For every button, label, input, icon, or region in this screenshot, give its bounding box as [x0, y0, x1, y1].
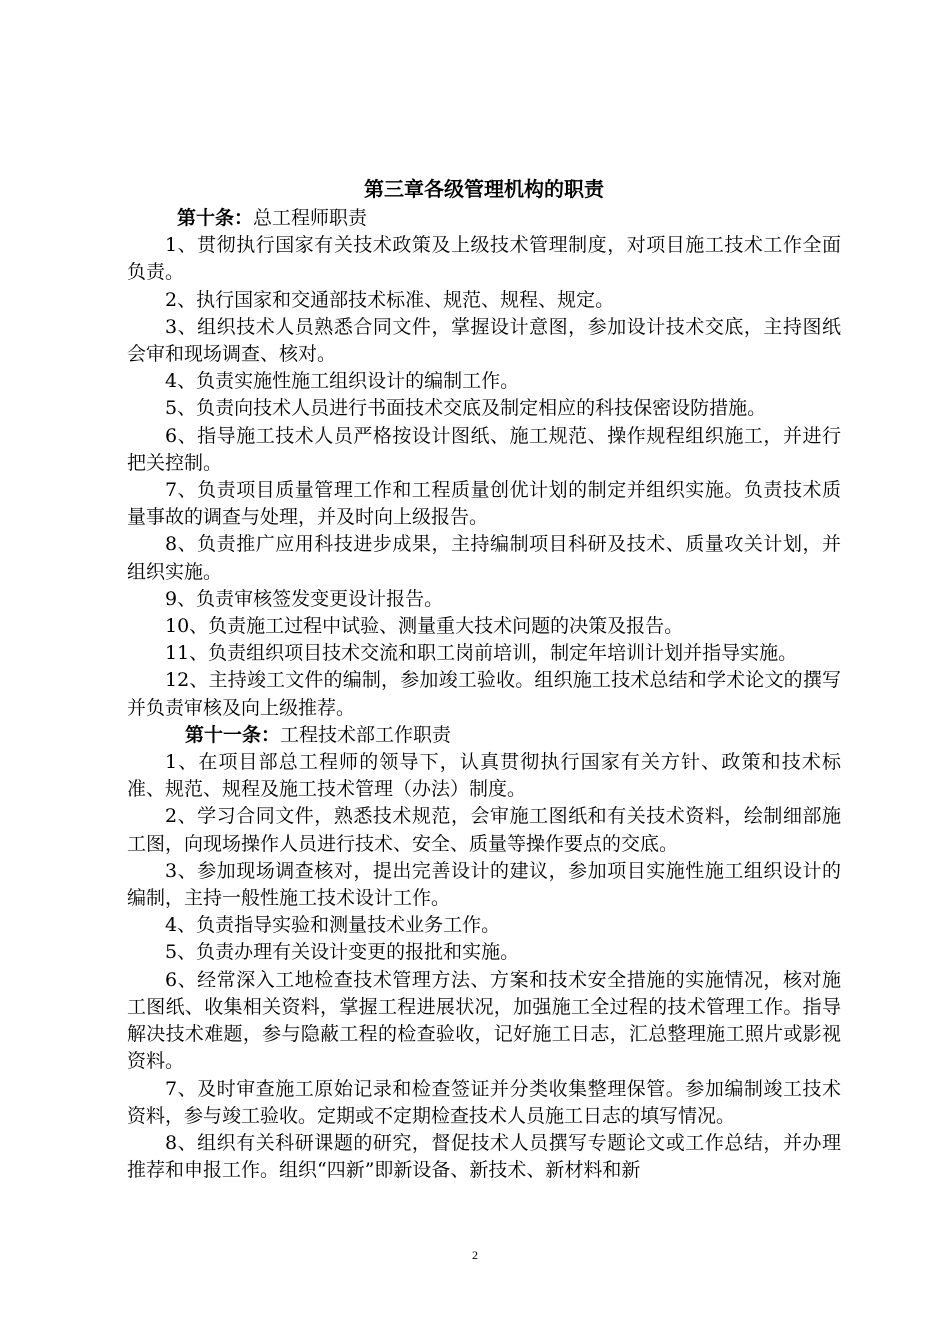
paragraph: 8、组织有关科研课题的研究，督促技术人员撰写专题论文或工作总结，并办理推荐和申报工作。组织“四新”即新设备、新技术、新材料和新 [127, 1131, 841, 1182]
paragraph: 4、负责实施性施工组织设计的编制工作。 [165, 370, 520, 393]
paragraph: 11、负责组织项目技术交流和职工岗前培训，制定年培训计划并指导实施。 [165, 642, 798, 665]
paragraph: 5、负责向技术人员进行书面技术交底及制定相应的科技保密设防措施。 [165, 397, 767, 420]
page-number: 2 [472, 1248, 478, 1262]
chapter-title: 第三章各级管理机构的职责 [364, 177, 604, 201]
article-heading [127, 722, 841, 749]
article-title: 工程技术部工作职责 [280, 723, 452, 746]
paragraph: 7、负责项目质量管理工作和工程质量创优计划的制定并组织实施。负责技术质量事故的调查与处理，并及时向上级报告。 [127, 479, 841, 529]
article-heading [127, 205, 841, 232]
paragraph: 10、负责施工过程中试验、测量重大技术问题的决策及报告。 [165, 615, 684, 638]
paragraph: 2、学习合同文件，熟悉技术规范，会审施工图纸和有关技术资料，绘制细部施工图，向现场操作人员进行技术、安全、质量等操作要点的交底。 [127, 805, 841, 855]
document-body [127, 176, 841, 1184]
article-title: 总工程师职责 [253, 207, 368, 229]
paragraph: 6、经常深入工地检查技术管理方法、方案和技术安全措施的实施情况，核对施工图纸、收集相关资料，掌握工程进展状况，加强施工全过程的技术管理工作。指导解决技术难题，参与隐蔽工程的检查验收，记好施工日志，汇总整理施工照片或影视资料。 [127, 968, 841, 1073]
article-number: 第十一条： [185, 723, 281, 746]
paragraph: 8、负责推广应用科技进步成果，主持编制项目科研及技术、质量攻关计划，并组织实施。 [127, 533, 841, 583]
paragraph: 5、负责办理有关设计变更的报批和实施。 [165, 941, 520, 964]
article-number: 第十条： [177, 207, 254, 229]
paragraph: 1、在项目部总工程师的领导下，认真贯彻执行国家有关方针、政策和技术标准、规范、规程及施工技术管理（办法）制度。 [127, 751, 841, 801]
paragraph: 3、参加现场调查核对，提出完善设计的建议，参加项目实施性施工组织设计的编制，主持一般性施工技术设计工作。 [127, 859, 841, 910]
paragraph: 9、负责审核签发变更设计报告。 [165, 587, 444, 610]
paragraph: 6、指导施工技术人员严格按设计图纸、施工规范、操作规程组织施工，并进行把关控制。 [127, 424, 841, 474]
paragraph: 4、负责指导实验和测量技术业务工作。 [165, 914, 501, 937]
paragraph: 7、及时审查施工原始记录和检查签证并分类收集整理保管。参加编制竣工技术资料，参与竣工验收。定期或不定期检查技术人员施工日志的填写情况。 [127, 1077, 841, 1127]
paragraph: 2、执行国家和交通部技术标准、规范、规程、规定。 [165, 288, 615, 311]
paragraph: 1、贯彻执行国家有关技术政策及上级技术管理制度，对项目施工技术工作全面负责。 [127, 234, 841, 284]
paragraph: 3、组织技术人员熟悉合同文件，掌握设计意图，参加设计技术交底，主持图纸会审和现场调查、核对。 [127, 315, 841, 366]
paragraph: 12、主持竣工文件的编制，参加竣工验收。组织施工技术总结和学术论文的撰写并负责审核及向上级推荐。 [127, 669, 841, 719]
